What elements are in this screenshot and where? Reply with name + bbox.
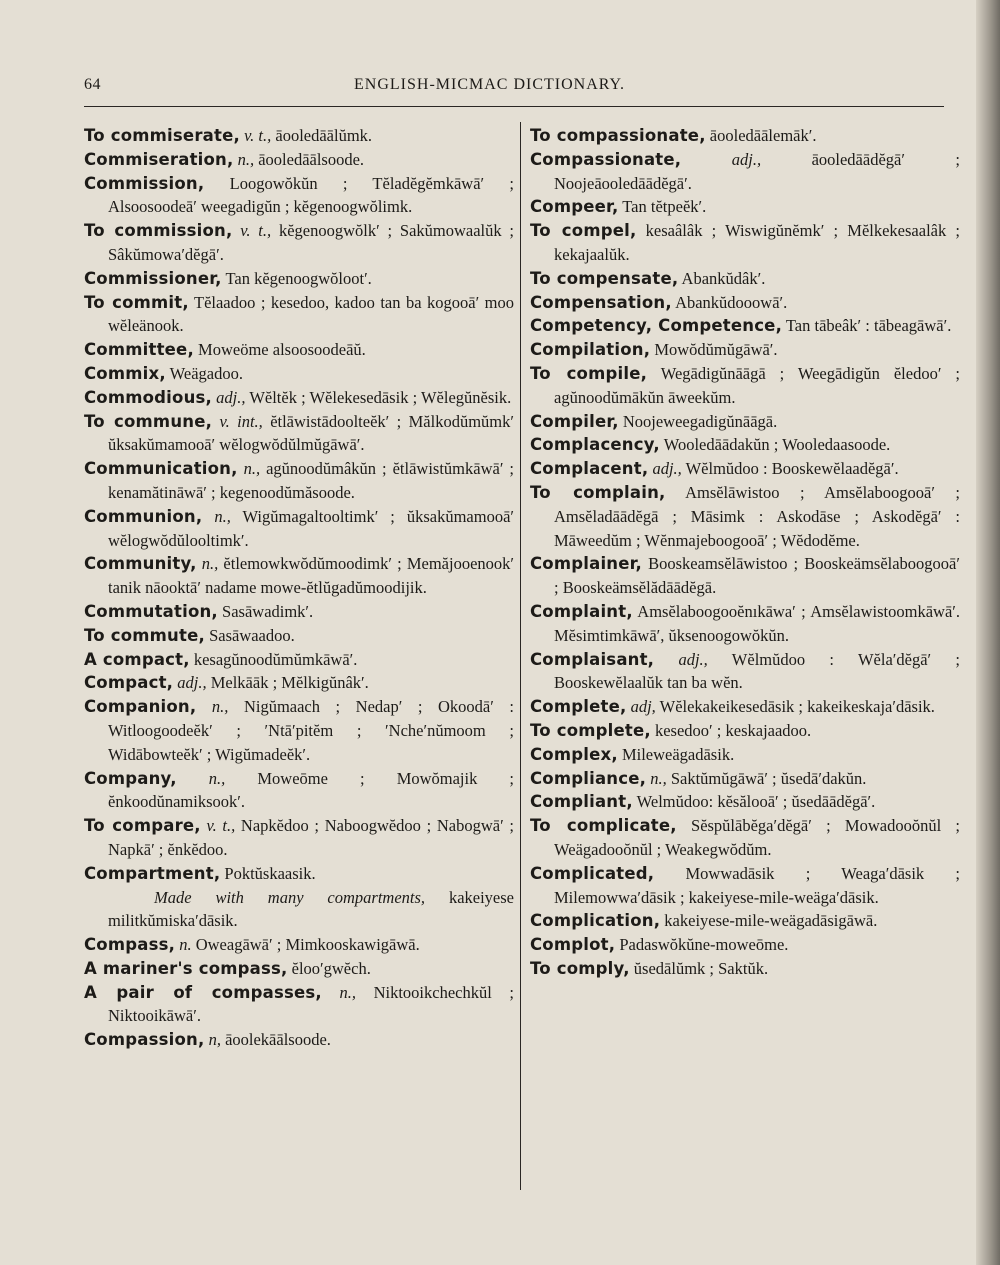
entry-headword: Complaisant, bbox=[530, 649, 655, 669]
entry-definition: Abankŭdâk′. bbox=[681, 268, 766, 288]
entry-headword: To complain, bbox=[530, 482, 666, 502]
entry-definition: Sasāwaadoo. bbox=[209, 625, 295, 645]
running-head: ENGLISH-MICMAC DICTIONARY. bbox=[354, 76, 626, 93]
entry-headword: Complainer, bbox=[530, 554, 643, 574]
entry-headword: Complicated, bbox=[530, 863, 655, 883]
dictionary-entry bbox=[84, 291, 514, 339]
entry-definition: Sasāwadimk′. bbox=[222, 601, 314, 621]
entry-definition: Saktŭmŭgāwā′ ; ŭsedā′dakŭn. bbox=[670, 768, 867, 788]
entry-definition: Oweagāwā′ ; Mimkooskawigāwā. bbox=[195, 935, 420, 955]
dictionary-entry bbox=[84, 981, 514, 1029]
entry-definition: Melkāāk ; Mĕlkigŭnâk′. bbox=[210, 673, 369, 693]
entry-part-of-speech: n., bbox=[237, 149, 255, 169]
dictionary-entry bbox=[84, 148, 514, 172]
entry-definition: āooledāālŭmk. bbox=[275, 126, 373, 145]
entry-headword: Complete, bbox=[530, 697, 627, 717]
dictionary-entry bbox=[84, 362, 514, 386]
entry-definition: Noojeweegadigŭnāāgā. bbox=[622, 411, 778, 431]
dictionary-entry bbox=[530, 338, 960, 362]
entry-headword: Compiler, bbox=[530, 411, 619, 431]
entry-subentry-definition: kakeiyese militkŭmiska′dāsik. bbox=[108, 887, 514, 931]
entry-definition: kĕgenoogwŏlk′ ; Sakŭmowaalŭk ; Sâkŭmowa′dĕgā′. bbox=[108, 221, 515, 264]
entry-headword: Competency, Competence, bbox=[530, 316, 783, 336]
entry-headword: Compliance, bbox=[530, 768, 647, 788]
entry-definition: Moweöme alsoosoodeāŭ. bbox=[198, 340, 366, 360]
entry-headword: Communication, bbox=[84, 459, 238, 479]
entry-part-of-speech: adj., bbox=[678, 649, 708, 669]
entry-headword: Compeer, bbox=[530, 197, 619, 217]
entry-subentry: Made with many compartments, bbox=[154, 887, 426, 907]
dictionary-entry bbox=[84, 552, 514, 600]
entry-definition: kesaâlâk ; Wiswigŭnĕmk′ ; Mĕlkekesaalâk ; kekajaalŭk. bbox=[554, 221, 960, 264]
entry-headword: Company, bbox=[84, 768, 177, 788]
dictionary-entry bbox=[530, 743, 960, 767]
entry-part-of-speech: n., bbox=[650, 768, 667, 788]
entry-headword: Communion, bbox=[84, 506, 203, 526]
entry-headword: To compensate, bbox=[530, 268, 679, 288]
entry-definition: Tan tābeâk′ : tābeagāwā′. bbox=[785, 316, 952, 336]
dictionary-entry bbox=[84, 624, 514, 648]
entry-part-of-speech: n., bbox=[339, 982, 356, 1002]
entry-definition: ĕtlāwistādoolteĕk′ ; Mălkodŭmŭmk′ ŭksakŭmamooā′ wĕlogwŏdŭlmŭgāwā′. bbox=[108, 411, 514, 455]
dictionary-entry bbox=[530, 410, 960, 434]
entry-part-of-speech: n., bbox=[208, 768, 226, 788]
entry-part-of-speech: n. bbox=[179, 935, 192, 955]
entry-definition: ŭsedālŭmk ; Saktŭk. bbox=[633, 958, 769, 978]
entry-definition: āooledāādĕgā′ ; Noojeāooledāādĕgā′. bbox=[554, 149, 961, 193]
entry-part-of-speech: adj., bbox=[652, 459, 682, 479]
page-header bbox=[84, 76, 944, 100]
entry-headword: Compilation, bbox=[530, 340, 651, 360]
dictionary-entry bbox=[530, 648, 960, 696]
entry-part-of-speech: adj, bbox=[630, 697, 656, 717]
entry-headword: Commission, bbox=[84, 173, 205, 193]
entry-part-of-speech: n., bbox=[211, 697, 229, 717]
entry-headword: To complicate, bbox=[530, 816, 677, 836]
entry-headword: To commit, bbox=[84, 292, 189, 312]
entry-headword: Commiseration, bbox=[84, 149, 234, 169]
dictionary-entry bbox=[530, 933, 960, 957]
entry-definition: Wĕlmŭdoo : Booskewĕlaadĕgā′. bbox=[685, 459, 899, 479]
entry-headword: To commune, bbox=[84, 411, 213, 431]
entry-definition: Abankŭdooowā′. bbox=[675, 292, 788, 312]
entry-definition: Mowwadāsik ; Weaga′dāsik ; Milemowwa′dāsik ; kakeiyese-mile-weäga′dāsik. bbox=[554, 863, 961, 907]
dictionary-entry bbox=[530, 148, 960, 196]
entry-headword: Compartment, bbox=[84, 863, 221, 883]
entry-headword: To compassionate, bbox=[530, 126, 706, 145]
entry-headword: To commission, bbox=[84, 221, 233, 241]
entry-definition: Amsĕlaboogooĕnıkāwa′ ; Amsĕlawistoomkāwā′. Mĕsimtimkāwā′, ŭksenoogowŏkŭn. bbox=[554, 601, 960, 645]
entry-definition: kakeiyese-mile-weägadāsigāwā. bbox=[664, 911, 878, 931]
entry-definition: Welmŭdoo: kĕsălooā′ ; ŭsedāādĕgā′. bbox=[636, 792, 876, 812]
entry-definition: kesagŭnoodŭmŭmkāwā′. bbox=[193, 649, 358, 669]
left-column bbox=[84, 124, 514, 1052]
entry-headword: Committee, bbox=[84, 340, 194, 360]
entry-headword: A mariner's compass, bbox=[84, 958, 288, 978]
dictionary-entry bbox=[530, 862, 960, 910]
dictionary-entry bbox=[84, 219, 514, 267]
entry-part-of-speech: n., bbox=[214, 506, 231, 526]
dictionary-entry bbox=[84, 505, 514, 553]
dictionary-entry bbox=[84, 671, 514, 695]
entry-definition: āooledāālsoode. bbox=[258, 149, 365, 169]
entry-headword: To compile, bbox=[530, 363, 648, 383]
dictionary-entry bbox=[84, 124, 514, 148]
entry-definition: Booskeamsĕlāwistoo ; Booskeämsĕlaboogooā′ ; Booskeämsĕlădāādĕgā. bbox=[554, 554, 960, 598]
entry-definition: Wĕltĕk ; Wĕlekesedāsik ; Wĕlegŭnĕsik. bbox=[249, 387, 512, 407]
entry-headword: To comply, bbox=[530, 958, 630, 978]
entry-headword: Complacency, bbox=[530, 435, 660, 455]
dictionary-entry bbox=[530, 719, 960, 743]
dictionary-entry bbox=[530, 552, 960, 600]
dictionary-entry bbox=[530, 790, 960, 814]
dictionary-entry bbox=[84, 648, 514, 672]
dictionary-entry bbox=[530, 291, 960, 315]
entry-definition: Wĕlekakeikesedāsik ; kakeikeskaja′dāsik. bbox=[659, 697, 935, 717]
dictionary-entry bbox=[530, 219, 960, 267]
entry-definition: Poktŭskaasik. bbox=[224, 863, 316, 883]
entry-definition: Weägadoo. bbox=[169, 363, 243, 383]
entry-definition: āooledāālemāk′. bbox=[709, 126, 817, 145]
dictionary-entry bbox=[530, 267, 960, 291]
entry-part-of-speech: n., bbox=[201, 554, 219, 574]
dictionary-entry bbox=[530, 957, 960, 981]
dictionary-entry bbox=[84, 338, 514, 362]
entry-definition: Moweōme ; Mowŏmajik ; ĕnkoodŭnamiksook′. bbox=[108, 768, 515, 812]
entry-headword: Complex, bbox=[530, 744, 618, 764]
entry-definition: Padaswŏkŭne-moweōme. bbox=[619, 935, 789, 955]
dictionary-entry bbox=[530, 909, 960, 933]
dictionary-entry bbox=[530, 814, 960, 862]
entry-headword: To commute, bbox=[84, 625, 205, 645]
entry-definition: Mowŏdŭmŭgāwā′. bbox=[654, 340, 778, 360]
entry-definition: kesedoo′ ; keskajaadoo. bbox=[654, 720, 812, 740]
dictionary-entry bbox=[84, 386, 514, 410]
dictionary-entry bbox=[530, 433, 960, 457]
entry-part-of-speech: n, bbox=[208, 1030, 221, 1050]
entry-definition: agŭnoodŭmâkŭn ; ĕtlāwistŭmkāwā′ ; kenamătināwā′ ; kegenoodŭmăsoode. bbox=[108, 459, 514, 502]
entry-headword: To compel, bbox=[530, 221, 637, 241]
entry-part-of-speech: v. t., bbox=[206, 816, 236, 836]
entry-definition: Loogowŏkŭn ; Tĕladĕgĕmkāwā′ ; Alsoosoodeā′ weegadigŭn ; kĕgenoogwŏlimk. bbox=[108, 173, 514, 217]
entry-headword: Compassion, bbox=[84, 1030, 205, 1050]
entry-definition: āoolekāālsoode. bbox=[225, 1030, 331, 1050]
entry-headword: Commissioner, bbox=[84, 268, 222, 288]
entry-part-of-speech: adj., bbox=[177, 673, 207, 693]
dictionary-entry bbox=[530, 124, 960, 148]
entry-definition: Wigŭmagaltooltimk′ ; ŭksakŭmamooā′ wĕlogwŏdŭlooltimk′. bbox=[108, 506, 515, 550]
dictionary-entry bbox=[530, 195, 960, 219]
entry-definition: Wĕlmŭdoo : Wĕla′dĕgā′ ; Booskewĕlaalŭk tan ba wĕn. bbox=[554, 649, 961, 693]
entry-part-of-speech: v. t., bbox=[244, 126, 272, 145]
dictionary-entry bbox=[84, 695, 514, 766]
entry-definition: Amsĕlāwistoo ; Amsĕlaboogooā′ ; Amsĕladāādĕgā ; Māsimk : Askodāse ; Askodĕgā′ : Māweedŭm ; Wĕnmajeboogooā′ ; Wĕdodĕme. bbox=[554, 482, 960, 550]
dictionary-entry bbox=[530, 457, 960, 481]
dictionary-entry bbox=[84, 600, 514, 624]
dictionary-entry bbox=[84, 862, 514, 933]
entry-definition: Sĕspŭlābĕga′dĕgā′ ; Mowadooŏnŭl ; Weägadooŏnŭl ; Weakegwŏdŭm. bbox=[554, 816, 961, 859]
entry-definition: Napkĕdoo ; Naboogwĕdoo ; Nabogwā′ ; Napkā′ ; ĕnkĕdoo. bbox=[108, 816, 515, 859]
dictionary-entry bbox=[530, 600, 960, 648]
dictionary-entry bbox=[84, 457, 514, 505]
entry-headword: Complacent, bbox=[530, 459, 649, 479]
dictionary-entry bbox=[84, 172, 514, 220]
dictionary-entry bbox=[84, 1028, 514, 1052]
entry-headword: Community, bbox=[84, 554, 197, 574]
entry-headword: Compensation, bbox=[530, 292, 672, 312]
entry-definition: Wegādigŭnāāgā ; Weegādigŭn ĕledoo′ ; agŭnoodŭmākŭn āweekŭm. bbox=[554, 363, 960, 407]
page-edge-shadow bbox=[976, 0, 1000, 1265]
entry-definition: ĕtlemowkwŏdŭmoodimk′ ; Memăjooenook′ tanik nāooktā′ nadame mowe-ĕtlŭgadŭmoodijik. bbox=[108, 554, 515, 598]
dictionary-entry bbox=[530, 362, 960, 410]
entry-headword: A compact, bbox=[84, 649, 190, 669]
entry-headword: Companion, bbox=[84, 697, 197, 717]
dictionary-entry bbox=[84, 933, 514, 957]
column-divider bbox=[520, 122, 521, 1190]
entry-headword: Commutation, bbox=[84, 601, 218, 621]
entry-definition: Wooledāādakŭn ; Wooledaasoode. bbox=[663, 435, 891, 455]
entry-headword: Compliant, bbox=[530, 792, 633, 812]
entry-part-of-speech: v. t., bbox=[240, 221, 272, 241]
entry-headword: Complot, bbox=[530, 935, 616, 955]
entry-definition: Tan tĕtpeĕk′. bbox=[622, 197, 707, 217]
entry-part-of-speech: v. int., bbox=[219, 411, 263, 431]
entry-definition: Tĕlaadoo ; kesedoo, kadoo tan ba kogooā′ moo wĕleänook. bbox=[108, 292, 514, 336]
entry-headword: Compact, bbox=[84, 673, 174, 693]
entry-headword: To compare, bbox=[84, 816, 201, 836]
entry-definition: Niktooikchechkŭl ; Niktooikāwā′. bbox=[108, 982, 515, 1026]
entry-part-of-speech: adj., bbox=[731, 149, 762, 169]
entry-headword: A pair of compasses, bbox=[84, 982, 322, 1002]
dictionary-entry bbox=[84, 410, 514, 458]
entry-definition: Tan kĕgenoogwŏloot′. bbox=[225, 268, 372, 288]
entry-headword: Commix, bbox=[84, 363, 166, 383]
dictionary-entry bbox=[530, 767, 960, 791]
entry-definition: Mileweägadāsik. bbox=[621, 744, 735, 764]
entry-headword: Complaint, bbox=[530, 601, 633, 621]
entry-definition: Nigŭmaach ; Nedap′ ; Okoodā′ : Witloogoodeĕk′ ; ′Ntā′pitĕm ; ′Nche′nŭmoom ; Widābowteĕk′ ; Wigŭmadeĕk′. bbox=[108, 697, 514, 764]
right-column bbox=[530, 124, 960, 981]
entry-headword: To complete, bbox=[530, 720, 651, 740]
entry-part-of-speech: n., bbox=[243, 459, 261, 479]
dictionary-entry bbox=[530, 481, 960, 552]
entry-headword: To commiserate, bbox=[84, 126, 240, 145]
entry-definition: ĕloo′gwĕch. bbox=[291, 958, 371, 978]
dictionary-entry bbox=[84, 267, 514, 291]
header-rule bbox=[84, 106, 944, 107]
entry-part-of-speech: adj., bbox=[216, 387, 246, 407]
dictionary-entry bbox=[530, 314, 960, 338]
entry-headword: Compass, bbox=[84, 935, 176, 955]
entry-headword: Commodious, bbox=[84, 387, 213, 407]
dictionary-entry bbox=[84, 957, 514, 981]
dictionary-entry bbox=[530, 695, 960, 719]
entry-headword: Compassionate, bbox=[530, 149, 682, 169]
dictionary-entry bbox=[84, 767, 514, 815]
page-number: 64 bbox=[84, 76, 101, 93]
entry-headword: Complication, bbox=[530, 911, 661, 931]
dictionary-entry bbox=[84, 814, 514, 862]
